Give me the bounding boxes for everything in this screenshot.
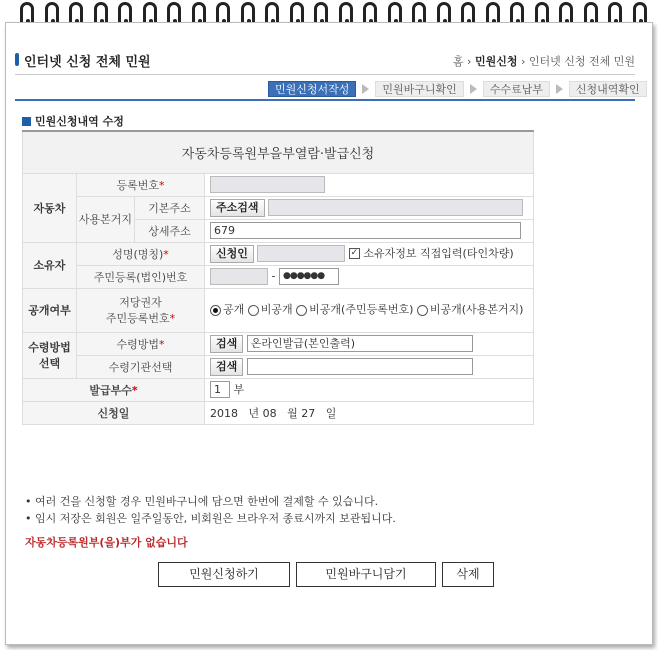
direct-input-checkbox[interactable]: ✓: [350, 248, 359, 258]
radio-public-label: 공개: [223, 303, 245, 316]
breadcrumb-section[interactable]: 민원신청: [474, 55, 518, 68]
title-marker-icon: [15, 53, 19, 66]
header: [15, 50, 635, 70]
section-title: [22, 113, 124, 129]
base-addr-label: 기본주소: [135, 196, 205, 219]
id-number-label: 주민등록(법인)번호: [77, 265, 205, 288]
owner-name-input[interactable]: [257, 245, 345, 262]
group-receipt: 수령방법 선택: [23, 332, 77, 378]
receipt-method-input[interactable]: 온라인발급(본인출력): [247, 335, 473, 352]
disclosure-options: [205, 288, 534, 332]
section-marker-icon: [22, 117, 31, 126]
receipt-agency-label: 수령기관선택: [77, 355, 205, 378]
address-search-button[interactable]: 주소검색: [210, 199, 265, 217]
receipt-search-button[interactable]: 검색: [210, 335, 243, 353]
reg-no-label: 등록번호*: [77, 173, 205, 196]
breadcrumb-arrow-icon: ›: [520, 55, 529, 68]
copies-unit: 부: [233, 382, 245, 396]
warning-message: 자동차등록원부(을)부가 없습니다: [25, 536, 188, 549]
receipt-method-label: 수령방법*: [77, 332, 205, 355]
radio-private-label: 비공개: [260, 303, 293, 316]
step-arrow-icon: [470, 84, 477, 94]
radio-private-address[interactable]: [417, 305, 428, 316]
action-buttons: [158, 562, 494, 587]
direct-input-label: 소유자정보 직접입력(타인차량): [363, 246, 514, 260]
step-write: 민원신청서작성: [268, 81, 356, 97]
id-back-input[interactable]: ●●●●●●: [279, 268, 339, 285]
apply-button[interactable]: 민원신청하기: [158, 562, 290, 587]
place-label: 사용본거지: [77, 196, 135, 242]
group-vehicle: 자동차: [23, 173, 77, 242]
page-title: 인터넷 신청 전체 민원: [24, 55, 151, 70]
step-confirm: 신청내역확인: [569, 81, 647, 97]
agency-search-button[interactable]: 검색: [210, 358, 243, 376]
breadcrumb-arrow-icon: ›: [467, 55, 475, 68]
breadcrumb-home[interactable]: 홈: [452, 55, 464, 68]
radio-private-address-label: 비공개(사용본거지): [429, 303, 524, 316]
step-basket: 민원바구니확인: [375, 81, 463, 97]
detail-address-input[interactable]: 679: [210, 222, 521, 239]
id-front-input[interactable]: [210, 268, 268, 285]
breadcrumb-current: 인터넷 신청 전체 민원: [528, 55, 635, 68]
notes: [25, 493, 396, 527]
id-separator: -: [271, 269, 276, 283]
add-to-basket-button[interactable]: 민원바구니담기: [296, 562, 436, 587]
application-form: [22, 130, 534, 425]
disclosure-label: 저당권자 주민등록번호*: [77, 288, 205, 332]
reg-no-input[interactable]: [210, 176, 325, 193]
step-payment: 수수료납부: [483, 81, 550, 97]
radio-private[interactable]: [248, 305, 259, 316]
step-arrow-icon: [362, 84, 369, 94]
copies-input[interactable]: 1: [210, 381, 230, 398]
copies-label: 발급부수*: [23, 378, 205, 401]
form-title: 자동차등록원부을부열람·발급신청: [23, 131, 534, 173]
date-label: 신청일: [23, 401, 205, 424]
note-save: • 임시 저장은 회원은 일주일동안, 비회원은 브라우저 종료시까지 보관됩니다.: [25, 512, 396, 525]
radio-public[interactable]: [210, 305, 221, 316]
receipt-agency-input[interactable]: [247, 358, 473, 375]
step-arrow-icon: [556, 84, 563, 94]
application-date: 2018 년 08 월 27 일: [205, 401, 534, 424]
owner-name-label: 성명(명칭)*: [77, 242, 205, 265]
group-disclosure: 공개여부: [23, 288, 77, 332]
base-address-input[interactable]: [268, 199, 523, 216]
applicant-button[interactable]: 신청인: [210, 245, 254, 263]
section-title-text: 민원신청내역 수정: [35, 115, 124, 128]
radio-private-id-label: 비공개(주민등록번호): [309, 303, 414, 316]
step-underline: [15, 99, 635, 101]
note-basket: • 여러 건을 신청할 경우 민원바구니에 담으면 한번에 결제할 수 있습니다.: [25, 495, 379, 508]
detail-addr-label: 상세주소: [135, 219, 205, 242]
divider: [15, 74, 635, 75]
group-owner: 소유자: [23, 242, 77, 288]
delete-button[interactable]: 삭제: [442, 562, 494, 587]
step-progress: [268, 80, 647, 98]
radio-private-id[interactable]: [296, 305, 307, 316]
breadcrumb: [453, 53, 635, 69]
